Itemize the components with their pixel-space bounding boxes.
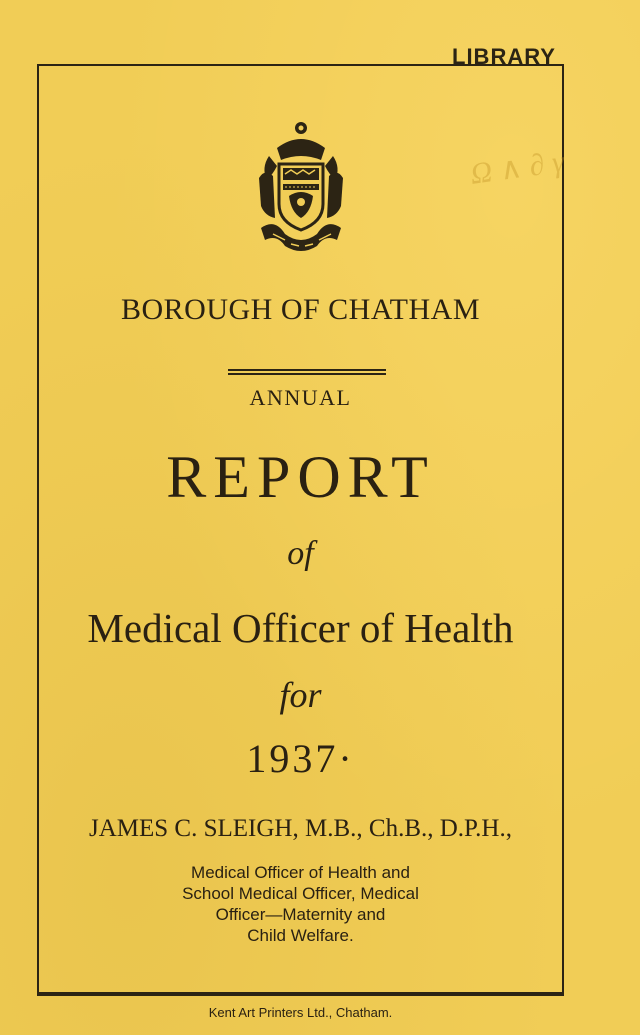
description-line: Medical Officer of Health and	[191, 863, 410, 882]
faint-show-through-marks: Ω∧∂γ	[468, 144, 575, 191]
coat-of-arms-icon	[255, 118, 347, 268]
page-border-bottom-rule	[37, 993, 564, 996]
library-stamp: LIBRARY	[452, 44, 556, 69]
printer-imprint: Kent Art Printers Ltd., Chatham.	[208, 1005, 393, 1020]
divider-rule-bottom	[228, 373, 386, 375]
report-year: 1937·	[246, 736, 355, 781]
for-connector: for	[279, 675, 322, 715]
description-line: Child Welfare.	[247, 926, 354, 945]
description-line: School Medical Officer, Medical	[182, 884, 419, 903]
author-description	[37, 862, 564, 946]
report-heading: REPORT	[166, 444, 435, 510]
divider-rule-top	[228, 369, 386, 371]
of-connector: of	[287, 535, 314, 572]
description-line: Officer—Maternity and	[215, 905, 386, 924]
office-title: Medical Officer of Health	[87, 605, 514, 651]
annual-heading: ANNUAL	[249, 385, 352, 410]
borough-title: BOROUGH OF CHATHAM	[120, 293, 481, 326]
author-name: JAMES C. SLEIGH, M.B., Ch.B., D.P.H.,	[89, 815, 512, 842]
